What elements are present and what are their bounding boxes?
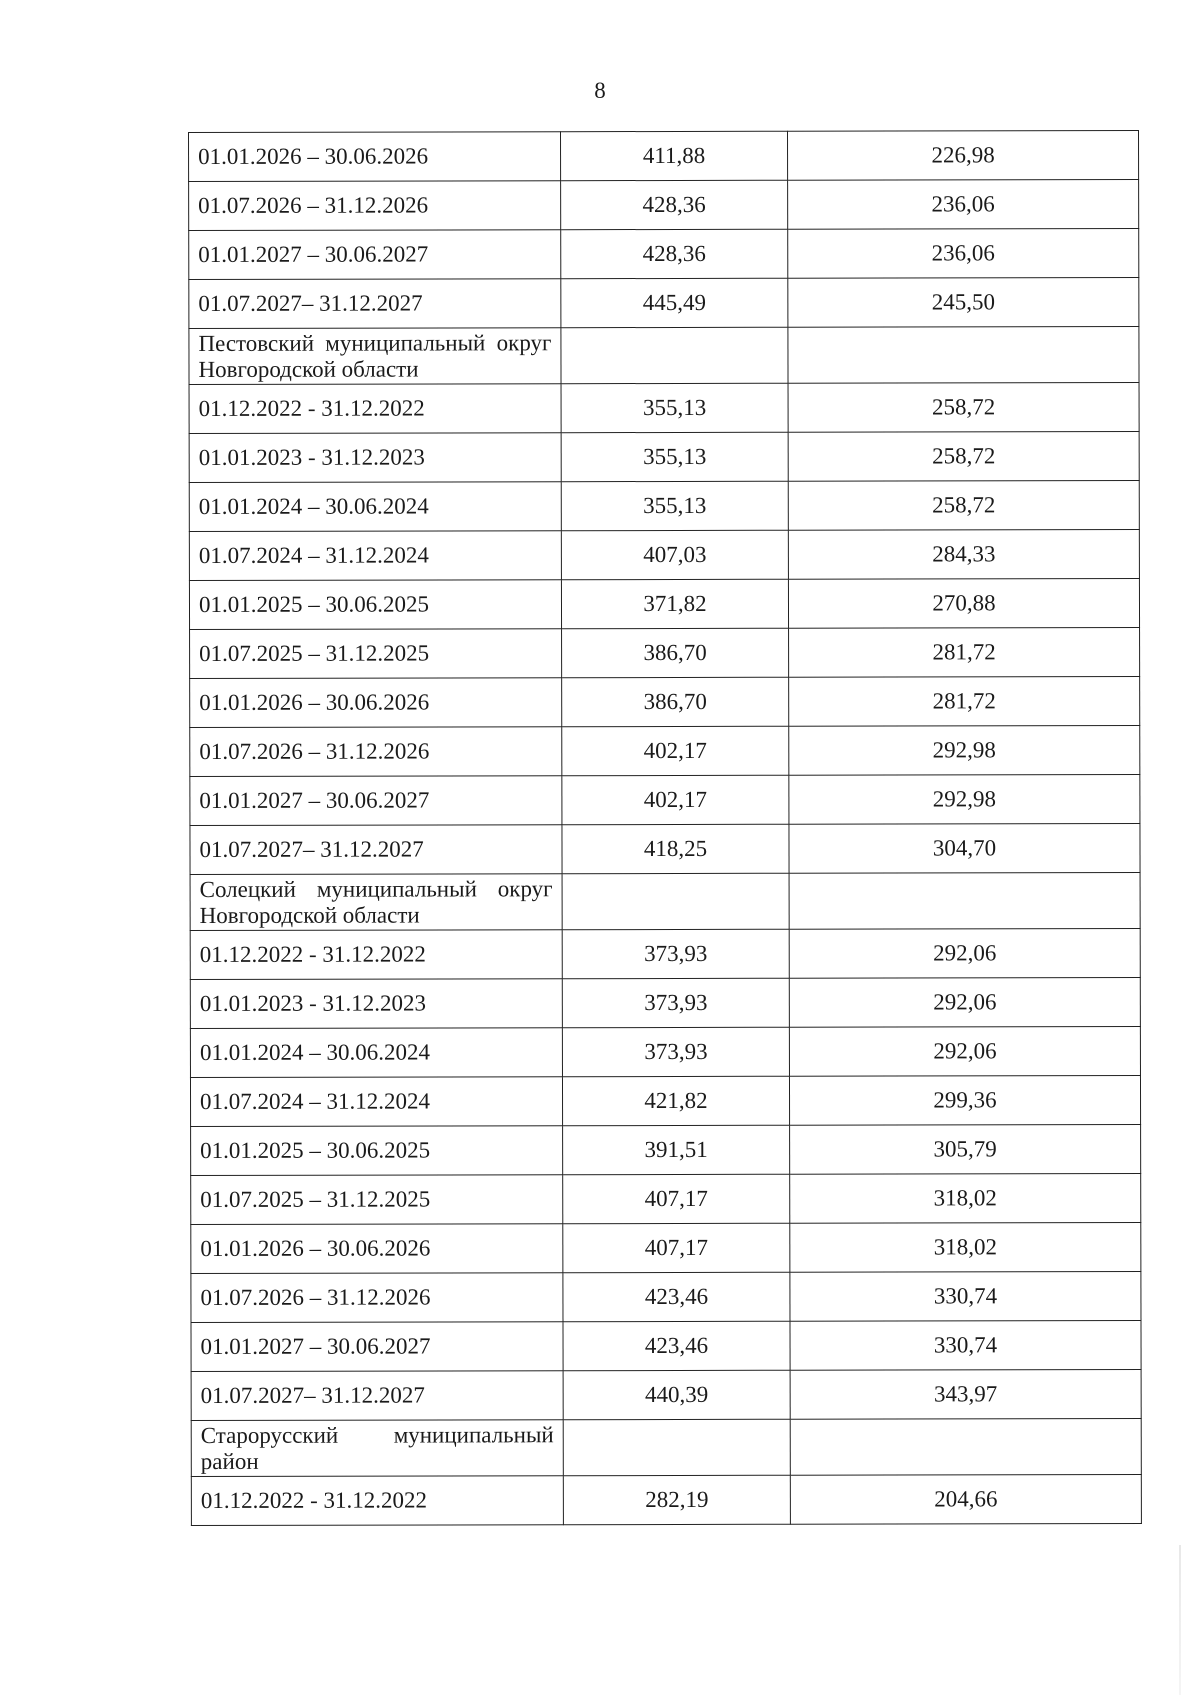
region-header-row [191, 1419, 1141, 1477]
table-row [189, 481, 1139, 532]
table-row [190, 929, 1140, 980]
value-a-cell: 428,36 [561, 229, 788, 278]
value-a-cell: 371,82 [561, 579, 788, 628]
value-b-cell: 318,02 [790, 1174, 1141, 1224]
value-b-cell: 281,72 [789, 677, 1140, 727]
period-cell: 01.07.2025 – 31.12.2025 [191, 1175, 563, 1225]
period-cell: 01.07.2027– 31.12.2027 [189, 279, 561, 329]
value-b-cell: 236,06 [788, 229, 1139, 279]
value-a-cell: 391,51 [563, 1125, 790, 1174]
table-row [189, 432, 1139, 483]
value-b-cell: 292,98 [789, 726, 1140, 776]
tariff-table-body [189, 131, 1142, 1526]
period-cell: 01.01.2026 – 30.06.2026 [191, 1224, 563, 1274]
value-b-cell: 270,88 [788, 579, 1139, 629]
value-a-cell: 440,39 [563, 1370, 790, 1419]
value-a-cell: 373,93 [562, 978, 789, 1027]
value-b-cell: 304,70 [789, 824, 1140, 874]
value-a-cell: 282,19 [563, 1475, 790, 1524]
region-name: Солецкий муниципальный округ Новгородской области [190, 874, 562, 931]
value-a-cell: 428,36 [561, 180, 788, 229]
period-cell: 01.07.2025 – 31.12.2025 [190, 629, 562, 679]
value-b-cell: 305,79 [790, 1125, 1141, 1175]
region-name: Пестовский муниципальный округ Новгородской области [189, 328, 561, 385]
table-row [191, 1125, 1141, 1176]
value-b-cell: 292,98 [789, 775, 1140, 825]
table-row [191, 1321, 1141, 1372]
period-cell: 01.07.2027– 31.12.2027 [191, 1371, 563, 1421]
value-b-cell: 245,50 [788, 278, 1139, 328]
period-cell: 01.07.2027– 31.12.2027 [190, 825, 562, 875]
table-row [189, 131, 1139, 182]
value-b-cell: 330,74 [790, 1272, 1141, 1322]
value-a-cell: 386,70 [562, 628, 789, 677]
value-a-cell: 421,82 [562, 1076, 789, 1125]
value-b-cell: 236,06 [788, 180, 1139, 230]
value-a-cell: 355,13 [561, 383, 788, 432]
period-cell: 01.01.2026 – 30.06.2026 [189, 132, 561, 182]
period-cell: 01.01.2026 – 30.06.2026 [190, 678, 562, 728]
value-a-cell: 373,93 [562, 929, 789, 978]
period-cell: 01.07.2026 – 31.12.2026 [191, 1273, 563, 1323]
value-a-cell: 445,49 [561, 278, 788, 327]
empty-cell [561, 327, 788, 383]
table-row [190, 1076, 1140, 1127]
table-row [189, 278, 1139, 329]
period-cell: 01.07.2026 – 31.12.2026 [190, 727, 562, 777]
value-b-cell: 284,33 [788, 530, 1139, 580]
period-cell: 01.07.2024 – 31.12.2024 [190, 1077, 562, 1127]
value-b-cell: 292,06 [789, 929, 1140, 979]
table-row [190, 824, 1140, 875]
value-b-cell: 258,72 [788, 481, 1139, 531]
value-a-cell: 402,17 [562, 775, 789, 824]
value-b-cell: 318,02 [790, 1223, 1141, 1273]
period-cell: 01.01.2027 – 30.06.2027 [191, 1322, 563, 1372]
empty-cell [790, 1419, 1141, 1476]
tariff-table [188, 130, 1142, 1526]
value-b-cell: 204,66 [790, 1475, 1141, 1525]
value-a-cell: 423,46 [563, 1272, 790, 1321]
table-row [190, 628, 1140, 679]
table-row [190, 978, 1140, 1029]
table-row [189, 383, 1139, 434]
value-a-cell: 407,17 [563, 1174, 790, 1223]
table-row [189, 229, 1139, 280]
period-cell: 01.01.2025 – 30.06.2025 [189, 580, 561, 630]
period-cell: 01.12.2022 - 31.12.2022 [191, 1476, 563, 1526]
value-a-cell: 407,03 [561, 530, 788, 579]
value-a-cell: 355,13 [561, 481, 788, 530]
table-row [191, 1370, 1141, 1421]
period-cell: 01.01.2024 – 30.06.2024 [189, 482, 561, 532]
period-cell: 01.01.2027 – 30.06.2027 [190, 776, 562, 826]
table-row [189, 579, 1139, 630]
value-b-cell: 226,98 [787, 131, 1138, 181]
period-cell: 01.01.2023 - 31.12.2023 [189, 433, 561, 483]
page-number: 8 [594, 78, 606, 103]
value-b-cell: 258,72 [788, 432, 1139, 482]
table-row [190, 726, 1140, 777]
table-row [190, 775, 1140, 826]
empty-cell [563, 1419, 790, 1475]
table-row [190, 677, 1140, 728]
region-header-row [189, 327, 1139, 385]
value-b-cell: 281,72 [789, 628, 1140, 678]
period-cell: 01.01.2023 - 31.12.2023 [190, 979, 562, 1029]
region-name: Старорусский муниципальный район [191, 1420, 563, 1477]
value-a-cell: 373,93 [562, 1027, 789, 1076]
value-b-cell: 258,72 [788, 383, 1139, 433]
empty-cell [789, 873, 1140, 930]
table-row [191, 1272, 1141, 1323]
region-header-row [190, 873, 1140, 931]
period-cell: 01.07.2024 – 31.12.2024 [189, 531, 561, 581]
table-row [191, 1174, 1141, 1225]
table-row [190, 1027, 1140, 1078]
value-a-cell: 423,46 [563, 1321, 790, 1370]
period-cell: 01.07.2026 – 31.12.2026 [189, 181, 561, 231]
value-b-cell: 292,06 [789, 978, 1140, 1028]
value-a-cell: 411,88 [561, 131, 788, 180]
value-b-cell: 299,36 [789, 1076, 1140, 1126]
value-a-cell: 386,70 [562, 677, 789, 726]
value-a-cell: 418,25 [562, 824, 789, 873]
value-a-cell: 407,17 [563, 1223, 790, 1272]
period-cell: 01.12.2022 - 31.12.2022 [189, 384, 561, 434]
period-cell: 01.01.2027 – 30.06.2027 [189, 230, 561, 280]
scan-edge-mark [1179, 1545, 1181, 1695]
period-cell: 01.01.2024 – 30.06.2024 [190, 1028, 562, 1078]
period-cell: 01.01.2025 – 30.06.2025 [191, 1126, 563, 1176]
value-b-cell: 343,97 [790, 1370, 1141, 1420]
table-row [191, 1475, 1141, 1526]
empty-cell [562, 873, 789, 929]
value-a-cell: 402,17 [562, 726, 789, 775]
table-row [189, 180, 1139, 231]
table-row [191, 1223, 1141, 1274]
table-row [189, 530, 1139, 581]
period-cell: 01.12.2022 - 31.12.2022 [190, 930, 562, 980]
empty-cell [788, 327, 1139, 384]
value-a-cell: 355,13 [561, 432, 788, 481]
value-b-cell: 292,06 [789, 1027, 1140, 1077]
value-b-cell: 330,74 [790, 1321, 1141, 1371]
